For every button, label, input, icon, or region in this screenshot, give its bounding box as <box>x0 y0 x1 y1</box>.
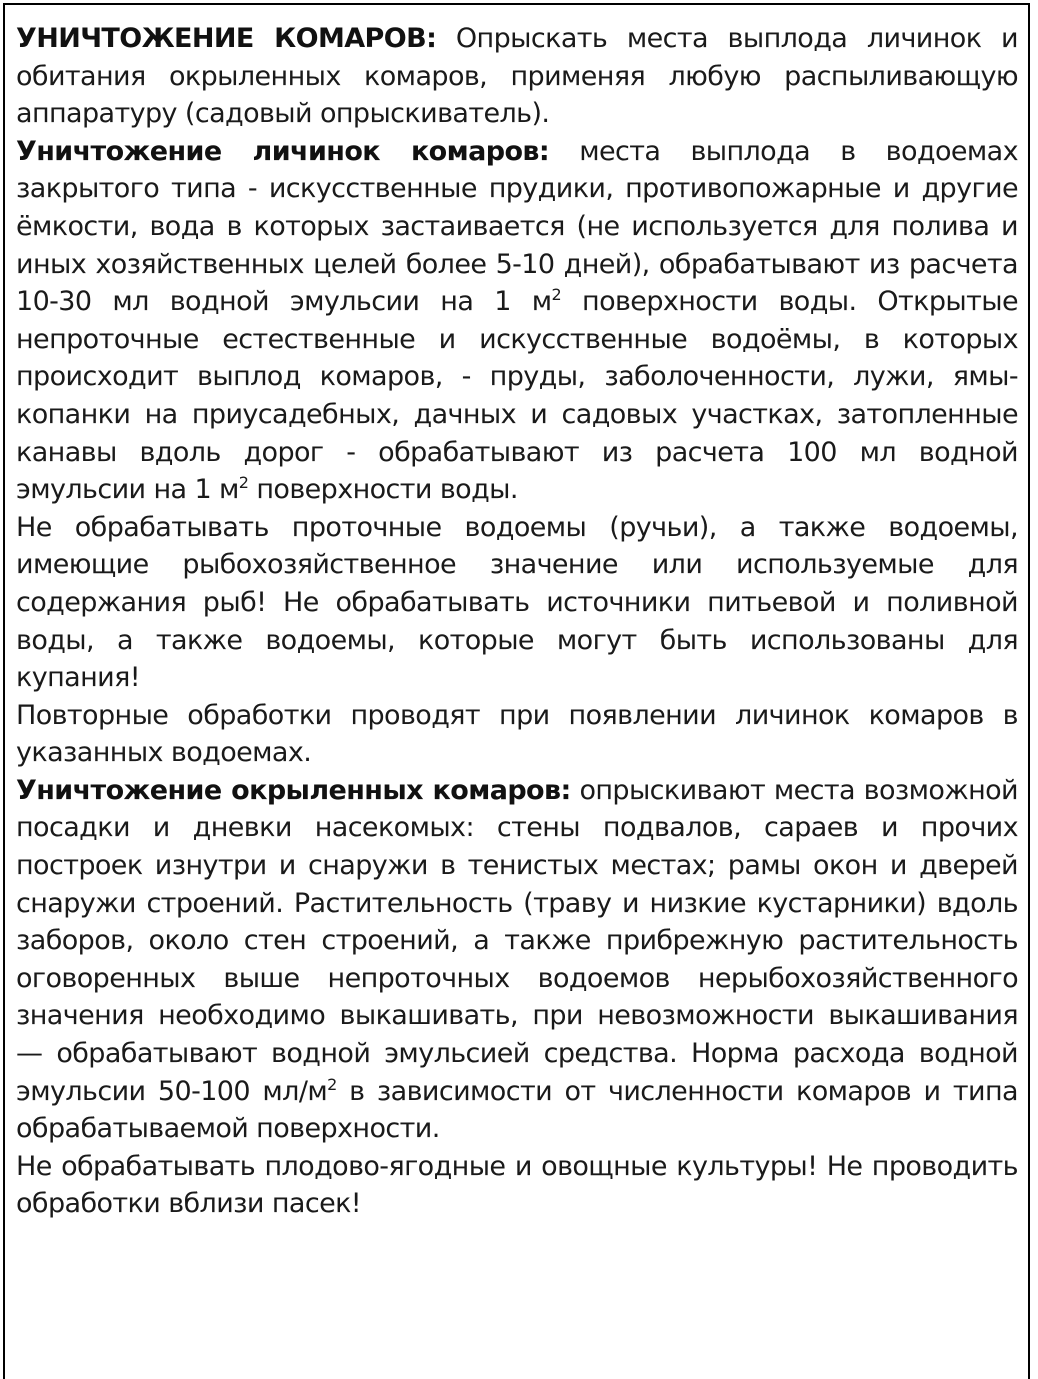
paragraph-text: Не обрабатывать плодово-ягодные и овощные культуры! Не проводить обработки вблизи пасек! <box>16 1150 1018 1220</box>
heading-adult-control: Уничтожение окрыленных комаров: <box>16 774 571 806</box>
superscript: 2 <box>238 473 249 493</box>
paragraph-adult-control <box>16 772 1018 1148</box>
heading-larvae-control: Уничтожение личинок комаров: <box>16 135 550 167</box>
paragraph-text: места выплода в водоемах закрытого типа - искусственные прудики, противопожарные и другие ёмкости, вода в которых застаивается (не используется для полива и иных хозяйственных целей более 5-10 дней), обрабатывают из расчета 10-30 мл водной эмульсии на 1 м <box>16 135 1019 318</box>
paragraph-repeat-treatment <box>16 697 1018 772</box>
paragraph-text: поверхности воды. <box>248 474 518 506</box>
paragraph-text: опрыскивают места возможной посадки и дневки насекомых: стены подвалов, сараев и прочих построек изнутри и снаружи в тенистых местах; рамы окон и дверей снаружи строений. Растительность (траву и низкие кустарники) вдоль заборов, около стен строений, а также прибрежную растительность оговоренных выше непроточных водоемов нерыбохозяйственного значения необходимо выкашивать, при невозможности выкашивания — обрабатывают водной эмульсией средства. Норма расхода водной эмульсии 50-100 мл/м <box>16 774 1018 1107</box>
instructions-text <box>16 20 1018 1223</box>
heading-mosquito-control: УНИЧТОЖЕНИЕ КОМАРОВ: <box>16 23 437 54</box>
paragraph-text: в зависимости от численности комаров и типа обрабатываемой поверхности. <box>16 1075 1018 1145</box>
paragraph-text: поверхности воды. Открытые непроточные естественные и искусственные водоёмы, в которых происходит выплод комаров, - пруды, заболоченности, лужи, ямы-копанки на приусадебных, дачных и садовых участках, затопленные канавы вдоль дорог - обрабатывают из расчета 100 мл водной эмульсии на 1 м <box>16 286 1018 506</box>
paragraph-text: Повторные обработки проводят при появлении личинок комаров в указанных водоемах. <box>16 699 1018 769</box>
paragraph-text: Опрыскать места выплода личинок и обитания окрыленных комаров, применяя любую распыливающую аппаратуру (садовый опрыскиватель). <box>16 23 1018 130</box>
paragraph-mosquito-control <box>16 20 1018 133</box>
paragraph-warning-water <box>16 509 1018 697</box>
paragraph-text: Не обрабатывать проточные водоемы (ручьи), а также водоемы, имеющие рыбохозяйственное значение или используемые для содержания рыб! Не обрабатывать источники питьевой и поливной воды, а также водоемы, которые могут быть использованы для купания! <box>16 511 1018 694</box>
paragraph-warning-crops <box>16 1148 1018 1223</box>
superscript: 2 <box>327 1074 337 1094</box>
superscript: 2 <box>551 285 562 305</box>
paragraph-larvae-control <box>16 133 1018 509</box>
